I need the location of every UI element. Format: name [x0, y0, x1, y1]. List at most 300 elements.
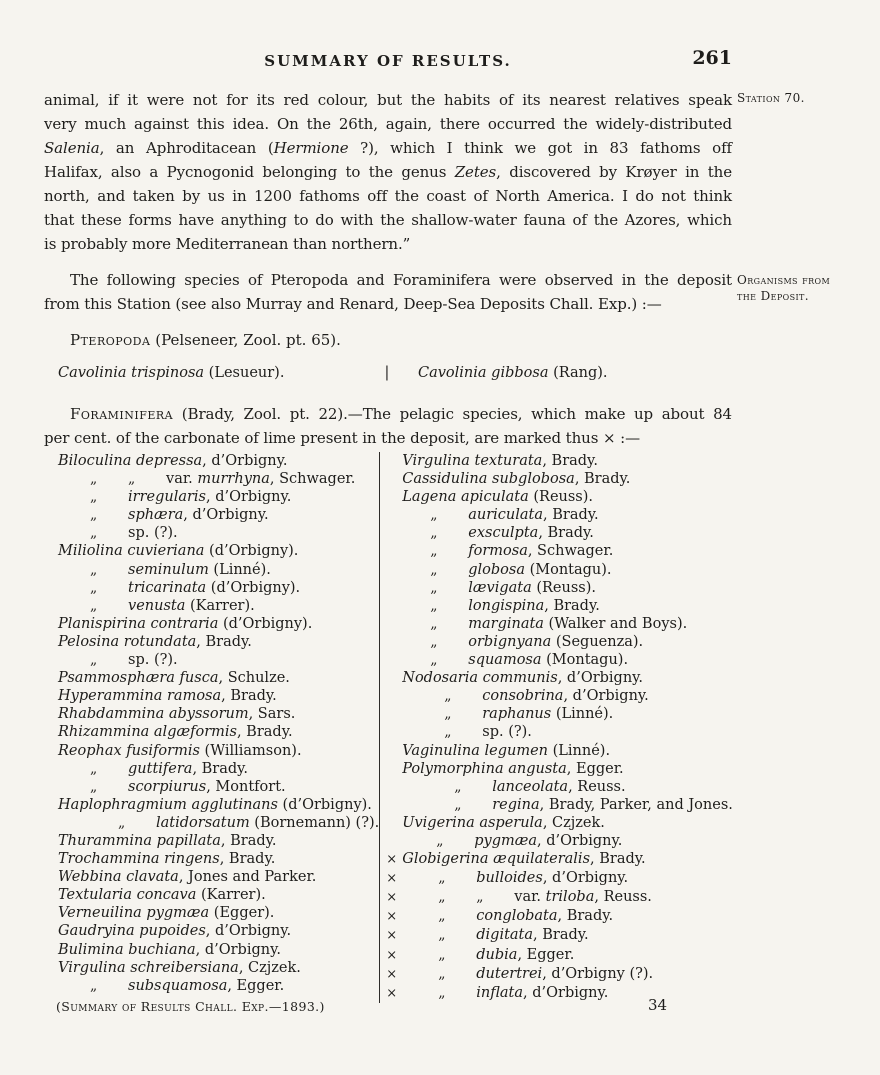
ditto-mark: „: [90, 561, 98, 578]
page-number: 261: [692, 47, 732, 69]
species-entry: [58, 651, 178, 669]
text-run: very much against this idea. On the 26th, again, there occurred the widely-distributed: [44, 115, 732, 133]
species-entry: [402, 778, 625, 796]
species-row: [386, 984, 733, 1003]
pelagic-cross-mark: ×: [386, 966, 398, 982]
text-run: (Linné).: [548, 742, 611, 759]
text-run: (Reuss).: [528, 489, 594, 506]
text-run: Planispirina contraria: [58, 615, 219, 632]
species-row: [386, 615, 733, 633]
species-entry: [58, 615, 312, 633]
text-run: The following species of Pteropoda and Foraminifera were observed in the deposit: [70, 271, 732, 289]
species-entry: [58, 506, 269, 524]
species-row: [386, 778, 733, 796]
species-row: [386, 561, 733, 579]
text-run: , Brady, Parker, and Jones.: [539, 796, 733, 813]
text-run: marginata: [468, 615, 544, 632]
signature-number: 34: [648, 996, 668, 1014]
text-run: (Egger).: [209, 905, 275, 922]
text-run: irregularis: [128, 489, 206, 506]
species-entry: [402, 542, 613, 560]
species-entry: [402, 579, 596, 597]
text-run: Cavolinia trispinosa: [58, 365, 205, 381]
text-line: [44, 112, 732, 136]
text-run: , Jones and Parker.: [178, 869, 317, 886]
pelagic-cross-mark: ×: [386, 928, 398, 944]
ditto-mark: „: [430, 597, 438, 614]
text-run: , Egger.: [517, 946, 575, 963]
species-row: [58, 742, 379, 760]
text-run: , d’Orbigny.: [205, 923, 292, 940]
ditto-mark: „: [438, 908, 446, 925]
text-run: (d’Orbigny).: [206, 579, 301, 596]
text-run: Textularia concava: [58, 887, 197, 904]
species-row: [386, 506, 733, 524]
text-run: is probably more Mediterranean than northern.”: [44, 235, 411, 253]
species-entry: [58, 850, 275, 868]
species-entry: [58, 633, 252, 651]
species-row: [58, 922, 379, 940]
text-run: Cavolinia gibbosa: [418, 365, 549, 381]
text-run: , d’Orbigny.: [183, 507, 269, 524]
text-run: Biloculina depressa: [58, 453, 203, 469]
ditto-mark: „: [430, 561, 438, 578]
species-row: [58, 615, 379, 633]
text-run: Hermione: [273, 139, 349, 157]
species-entry: [402, 524, 594, 542]
species-row: [58, 470, 379, 488]
text-run: Rhizammina algæformis: [58, 724, 237, 741]
text-line: [44, 292, 732, 316]
species-row: [386, 850, 733, 869]
foraminifera-species-list: [44, 452, 732, 1003]
text-run: , Brady.: [590, 851, 646, 868]
species-entry: [58, 922, 291, 940]
text-run: dutertrei: [476, 965, 543, 982]
text-line: [44, 426, 732, 450]
text-run: orbignyana: [468, 633, 552, 650]
text-run: , Brady.: [544, 597, 600, 614]
text-run: exsculpta: [468, 525, 539, 542]
species-entry: [58, 669, 290, 687]
text-run: Zetes: [454, 163, 497, 181]
text-run: triloba: [545, 889, 595, 906]
text-run: sp. (?).: [128, 652, 178, 669]
species-entry: [402, 597, 600, 615]
text-run: Trochammina ringens: [58, 851, 220, 868]
text-run: , Brady.: [538, 525, 594, 542]
text-run: Vaginulina legumen: [402, 742, 549, 759]
ditto-mark: „: [476, 889, 484, 906]
species-row: [386, 542, 733, 560]
text-run: dubia: [476, 946, 518, 963]
species-cavolinia-trispinosa: [44, 365, 382, 381]
text-run: , d’Orbigny.: [537, 832, 623, 849]
text-line: [44, 208, 732, 232]
species-entry: [58, 778, 286, 796]
text-run: animal, if it were not for its red colour, but the habits of its nearest relatives speak: [44, 91, 732, 109]
text-run: Haplophragmium agglutinans: [58, 796, 278, 813]
text-run: , d’Orbigny (?).: [542, 965, 654, 982]
text-run: scorpiurus: [128, 778, 207, 795]
species-entry: [58, 941, 281, 959]
ditto-mark: „: [90, 760, 98, 777]
text-run: Virgulina texturata: [402, 453, 543, 469]
species-row: [58, 941, 379, 959]
text-run: Foraminifera: [70, 405, 174, 423]
species-entry: [402, 984, 608, 1002]
text-run: , Egger.: [227, 977, 285, 994]
species-entry: [58, 760, 248, 778]
ditto-mark: „: [444, 688, 452, 705]
species-row: [58, 687, 379, 705]
species-row: [58, 850, 379, 868]
ditto-mark: „: [430, 507, 438, 524]
species-row: [58, 959, 379, 977]
text-run: Hyperammina ramosa: [58, 688, 222, 705]
species-row: [58, 524, 379, 542]
text-run: Miliolina cuvieriana: [58, 543, 205, 560]
species-row: [386, 524, 733, 542]
ditto-mark: „: [438, 965, 446, 982]
text-run: , Brady.: [221, 688, 277, 705]
text-run: , discovered by Krøyer in the: [496, 163, 732, 181]
species-row: [386, 796, 733, 814]
margin-note-station: Station 70.: [737, 91, 805, 105]
species-entry: [402, 742, 610, 760]
ditto-mark: „: [90, 778, 98, 795]
ditto-mark: „: [438, 984, 446, 1001]
species-entry: [58, 597, 255, 615]
species-row: [386, 597, 733, 615]
species-row: [58, 904, 379, 922]
text-run: regina: [492, 796, 540, 813]
species-entry: [58, 542, 298, 560]
species-row: [58, 796, 379, 814]
text-run: Pteropoda: [70, 331, 151, 349]
text-run: Polymorphina angusta: [402, 760, 567, 777]
text-run: (Linné).: [208, 561, 271, 578]
species-row: [386, 888, 733, 907]
paragraph-station-narrative: [44, 88, 732, 256]
species-cavolinia-gibbosa: [392, 365, 608, 381]
margin-note-organisms: [737, 272, 873, 304]
species-entry: [402, 965, 653, 983]
species-row: [386, 669, 733, 687]
text-run: , Brady.: [574, 471, 631, 488]
ditto-mark: „: [444, 724, 452, 741]
species-entry: [58, 705, 295, 723]
ditto-mark: „: [90, 597, 98, 614]
text-run: (Seguenza).: [551, 633, 644, 650]
pelagic-cross-mark: ×: [386, 852, 398, 868]
text-run: , Egger.: [566, 760, 624, 777]
ditto-mark: „: [118, 814, 126, 831]
species-list-left-column: [44, 452, 379, 1003]
species-entry: [58, 886, 266, 904]
ditto-mark: „: [438, 870, 446, 887]
species-row: [386, 579, 733, 597]
text-run: (Williamson).: [199, 742, 302, 759]
species-row: [58, 868, 379, 886]
species-entry: [402, 946, 574, 964]
text-run: longispina: [468, 597, 545, 614]
text-run: (Reuss).: [531, 579, 597, 596]
species-entry: [402, 651, 628, 669]
text-run: Psammosphæra fusca: [58, 670, 219, 687]
text-run: , d’Orbigny.: [563, 688, 649, 705]
text-run: (Walker and Boys).: [543, 615, 688, 632]
text-run: Virgulina schreibersiana: [58, 959, 239, 976]
text-run: , Reuss.: [568, 778, 626, 795]
text-run: lanceolata: [492, 778, 569, 795]
text-run: , Czjzek.: [238, 959, 301, 976]
species-row: [386, 651, 733, 669]
species-row: [58, 705, 379, 723]
pelagic-cross-mark: ×: [386, 909, 398, 925]
text-run: , d’Orbigny.: [202, 453, 288, 469]
text-run: , Brady.: [192, 760, 249, 777]
ditto-mark: „: [90, 525, 98, 542]
text-run: , Schulze.: [218, 670, 290, 687]
species-row: [386, 946, 733, 965]
text-run: consobrina: [482, 688, 564, 705]
text-run: , Schwager.: [269, 471, 356, 488]
species-entry: [402, 814, 605, 832]
text-run: , Brady.: [220, 832, 277, 849]
paragraph-foraminifera-intro: [44, 402, 732, 450]
pelagic-cross-mark: ×: [386, 871, 398, 887]
ditto-mark: „: [90, 507, 98, 524]
text-run: , Brady.: [557, 908, 614, 925]
text-run: (Karrer).: [185, 597, 255, 614]
species-row: [58, 542, 379, 560]
text-run: (Rang).: [548, 365, 608, 381]
text-run: auriculata: [468, 507, 544, 524]
text-run: Webbina clavata: [58, 869, 179, 886]
text-run: , Czjzek.: [542, 814, 605, 831]
text-run: bulloides: [476, 870, 543, 887]
text-run: (d’Orbigny).: [204, 543, 299, 560]
species-row: [58, 579, 379, 597]
text-run: , d’Orbigny.: [195, 941, 281, 958]
text-run: , an Aphroditacean (: [99, 139, 274, 157]
text-run: per cent. of the carbonate of lime present in the deposit, are marked thus × :—: [44, 429, 640, 447]
text-run: (Bornemann) (?).: [249, 814, 380, 831]
text-run: pygmæa: [474, 832, 538, 849]
text-run: Cassidulina subglobosa: [402, 471, 575, 488]
text-run: , Brady.: [236, 724, 293, 741]
ditto-mark: „: [454, 778, 462, 795]
text-run: conglobata: [476, 908, 558, 925]
species-row: [58, 814, 379, 832]
text-run: Gaudryina pupoides: [58, 923, 206, 940]
species-entry: [58, 904, 274, 922]
species-entry: [402, 926, 588, 944]
imprint-line: (Summary of Results Chall. Exp.—1893.): [56, 999, 325, 1014]
text-run: , Brady.: [196, 633, 252, 650]
ditto-mark: „: [430, 652, 438, 669]
text-run: north, and taken by us in 1200 fathoms off the coast of North America. I do not think: [44, 187, 732, 205]
text-run: (d’Orbigny).: [218, 615, 313, 632]
species-row: [386, 832, 733, 850]
text-run: Bulimina buchiana: [58, 941, 196, 958]
text-run: Uvigerina asperula: [402, 814, 543, 831]
species-row: [58, 488, 379, 506]
species-row: [386, 965, 733, 984]
species-entry: [58, 687, 277, 705]
text-run: raphanus: [482, 706, 552, 723]
text-run: , Brady.: [543, 507, 599, 524]
column-divider-bar: |: [384, 365, 390, 381]
text-run: , Reuss.: [594, 889, 652, 906]
species-row: [58, 561, 379, 579]
ditto-mark: „: [438, 927, 446, 944]
species-entry: [58, 488, 291, 506]
pelagic-cross-mark: ×: [386, 947, 398, 963]
text-run: (Brady, Zool. pt. 22).—The pelagic species, which make up about 84: [173, 405, 732, 423]
species-row: [58, 669, 379, 687]
ditto-mark: „: [430, 579, 438, 596]
text-run: subsquamosa: [128, 977, 228, 994]
text-run: murrhyna: [197, 471, 270, 488]
text-run: inflata: [476, 984, 524, 1001]
species-entry: [402, 669, 643, 687]
text-line: [44, 136, 732, 160]
pelagic-cross-mark: ×: [386, 985, 398, 1001]
text-run: Halifax, also a Pycnogonid belonging to the genus: [44, 163, 455, 181]
species-row: [58, 506, 379, 524]
text-run: , Schwager.: [527, 543, 614, 560]
text-run: Salenia: [44, 139, 100, 157]
species-row: [386, 488, 733, 506]
text-line: [44, 232, 732, 256]
species-entry: [58, 868, 316, 886]
species-entry: [402, 832, 622, 850]
species-row: [386, 470, 733, 488]
species-row: [58, 760, 379, 778]
species-entry: [402, 796, 733, 814]
ditto-mark: „: [436, 832, 444, 849]
ditto-mark: „: [454, 796, 462, 813]
species-row: [386, 633, 733, 651]
text-run: , d’Orbigny.: [206, 489, 292, 506]
text-run: , Brady.: [533, 927, 589, 944]
text-run: Reophax fusiformis: [58, 742, 200, 759]
species-entry: [402, 723, 532, 741]
ditto-mark: „: [90, 471, 98, 488]
species-list-right-column: [379, 452, 733, 1003]
species-row: [58, 452, 379, 470]
text-run: (Montagu).: [541, 652, 629, 669]
species-row: [58, 597, 379, 615]
species-entry: [58, 832, 277, 850]
text-run: (d’Orbigny).: [277, 796, 372, 813]
text-run: digitata: [476, 927, 534, 944]
species-entry: [402, 687, 649, 705]
text-run: Thurammina papillata: [58, 832, 221, 849]
species-entry: [402, 561, 611, 579]
text-run: sp. (?).: [482, 724, 532, 741]
species-row: [386, 907, 733, 926]
text-run: latidorsatum: [156, 814, 250, 831]
species-entry: [402, 506, 598, 524]
text-line: [44, 184, 732, 208]
text-run: seminulum: [128, 561, 209, 578]
text-run: (Montagu).: [525, 561, 612, 578]
ditto-mark: „: [128, 471, 136, 488]
pteropoda-heading: [44, 331, 732, 349]
species-entry: [402, 633, 643, 651]
species-row: [58, 832, 379, 850]
ditto-mark: „: [90, 977, 98, 994]
text-run: ?), which I think we got in 83 fathoms off: [348, 139, 732, 157]
margin-note-organisms-line2: the Deposit.: [737, 289, 809, 303]
text-run: globosa: [468, 561, 525, 578]
ditto-mark: „: [90, 489, 98, 506]
species-entry: [58, 723, 293, 741]
text-run: that these forms have anything to do with the shallow-water fauna of the Azores, which: [44, 211, 732, 229]
text-run: (Linné).: [551, 706, 614, 723]
species-row: [386, 760, 733, 778]
text-run: tricarinata: [128, 579, 207, 596]
text-line: [44, 160, 732, 184]
species-entry: [402, 760, 623, 778]
text-run: Pelosina rotundata: [58, 633, 197, 650]
species-entry: [58, 470, 355, 488]
species-row: [386, 814, 733, 832]
text-run: sp. (?).: [128, 525, 178, 542]
ditto-mark: „: [430, 543, 438, 560]
ditto-mark: „: [438, 889, 446, 906]
text-run: , d’Orbigny.: [542, 870, 629, 887]
text-run: formosa: [468, 543, 528, 560]
species-entry: [402, 615, 687, 633]
species-entry: [402, 705, 613, 723]
species-entry: [58, 742, 302, 760]
species-row: [58, 633, 379, 651]
text-run: Nodosaria communis: [402, 670, 558, 687]
text-run: , Montfort.: [206, 778, 286, 795]
species-entry: [402, 850, 645, 868]
text-line: [44, 402, 732, 426]
text-run: lævigata: [468, 579, 532, 596]
text-run: venusta: [128, 597, 186, 614]
text-run: from this Station (see also Murray and Renard, Deep-Sea Deposits Chall. Exp.) :—: [44, 295, 662, 313]
species-row: [386, 742, 733, 760]
text-run: , Brady.: [219, 851, 276, 868]
species-row: [386, 926, 733, 945]
paragraph-deposit-intro: [44, 268, 732, 316]
running-title: SUMMARY OF RESULTS.: [264, 52, 512, 70]
ditto-mark: „: [444, 706, 452, 723]
species-row: [58, 977, 379, 995]
text-run: sphæra: [128, 507, 184, 524]
text-run: , d’Orbigny.: [557, 670, 644, 687]
text-run: Rhabdammina abyssorum: [58, 706, 249, 723]
text-run: var.: [166, 471, 198, 488]
text-run: Globigerina æquilateralis: [402, 851, 591, 868]
text-line: [44, 268, 732, 292]
species-row: [58, 651, 379, 669]
species-entry: [402, 470, 630, 488]
text-run: Lagena apiculata: [402, 489, 529, 506]
species-row: [58, 886, 379, 904]
species-entry: [58, 977, 284, 995]
species-entry: [58, 561, 271, 579]
species-row: [386, 452, 733, 470]
text-line: [44, 88, 732, 112]
